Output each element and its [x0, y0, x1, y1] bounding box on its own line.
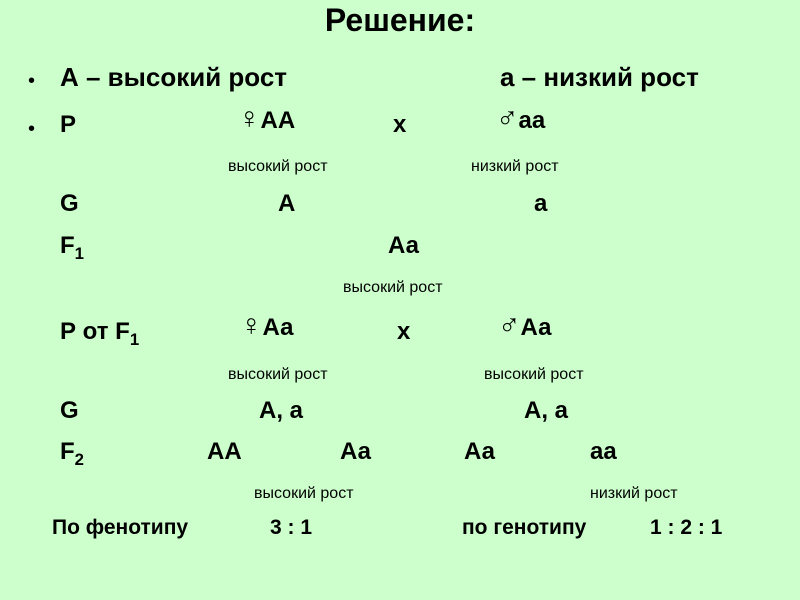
- phenotype-ratio-label: По фенотипу: [52, 516, 189, 539]
- p2-female-phenotype: высокий рост: [228, 366, 328, 383]
- f2-letter: F: [60, 438, 75, 465]
- p1-cross: х: [393, 111, 407, 138]
- f2-label: [60, 438, 85, 469]
- p2-cross: х: [397, 318, 411, 345]
- g1-label: G: [60, 190, 79, 217]
- g1-female-gamete: А: [278, 190, 296, 217]
- p1-female-genotype: АА: [260, 107, 296, 134]
- dominant-allele-text: А – высокий рост: [60, 62, 288, 92]
- p1-label: P: [60, 111, 77, 138]
- p1-female: [238, 102, 295, 136]
- p1-female-phenotype: высокий рост: [228, 158, 328, 175]
- genotype-ratio-label: по генотипу: [462, 516, 587, 539]
- p1-male: [496, 102, 545, 136]
- female-symbol-icon: ♀: [240, 309, 263, 342]
- p2-male-genotype: Аа: [520, 314, 552, 341]
- bullet-1: •: [28, 70, 36, 92]
- p1-male-phenotype: низкий рост: [471, 158, 559, 175]
- f1-subscript: 1: [74, 243, 85, 263]
- f2-subscript: 2: [74, 449, 85, 469]
- p1-male-genotype: аа: [518, 107, 546, 134]
- slide-title: Решение:: [324, 2, 476, 38]
- phenotype-ratio-value: 3 : 1: [270, 516, 313, 539]
- bullet-2: •: [28, 118, 36, 140]
- p2-male-phenotype: высокий рост: [484, 366, 584, 383]
- p2-text: Р от F: [60, 318, 130, 345]
- female-symbol-icon: ♀: [238, 102, 261, 135]
- p2-female-genotype: Аа: [262, 314, 294, 341]
- g1-male-gamete: а: [534, 190, 548, 217]
- male-symbol-icon: ♂: [496, 102, 519, 135]
- p2-male: [498, 309, 551, 343]
- recessive-allele-text: а – низкий рост: [500, 62, 699, 92]
- p2-female: [240, 309, 293, 343]
- f1-letter: F: [60, 232, 75, 259]
- p2-subscript: 1: [129, 329, 140, 349]
- f2-genotype-3: Аа: [464, 438, 495, 465]
- genotype-ratio-value: 1 : 2 : 1: [650, 516, 723, 539]
- f2-genotype-2: Аа: [340, 438, 371, 465]
- f2-phenotype-dominant: высокий рост: [254, 485, 354, 502]
- g2-label: G: [60, 397, 79, 424]
- f2-genotype-4: аа: [590, 438, 617, 465]
- f1-phenotype: высокий рост: [343, 279, 443, 296]
- male-symbol-icon: ♂: [498, 309, 521, 342]
- g2-female-gametes: А, а: [259, 397, 304, 424]
- f1-label: [60, 232, 85, 263]
- f1-genotype: Аа: [388, 232, 419, 259]
- g2-male-gametes: А, а: [524, 397, 569, 424]
- p2-label: [60, 318, 140, 349]
- f2-genotype-1: АА: [207, 438, 242, 465]
- f2-phenotype-recessive: низкий рост: [590, 485, 678, 502]
